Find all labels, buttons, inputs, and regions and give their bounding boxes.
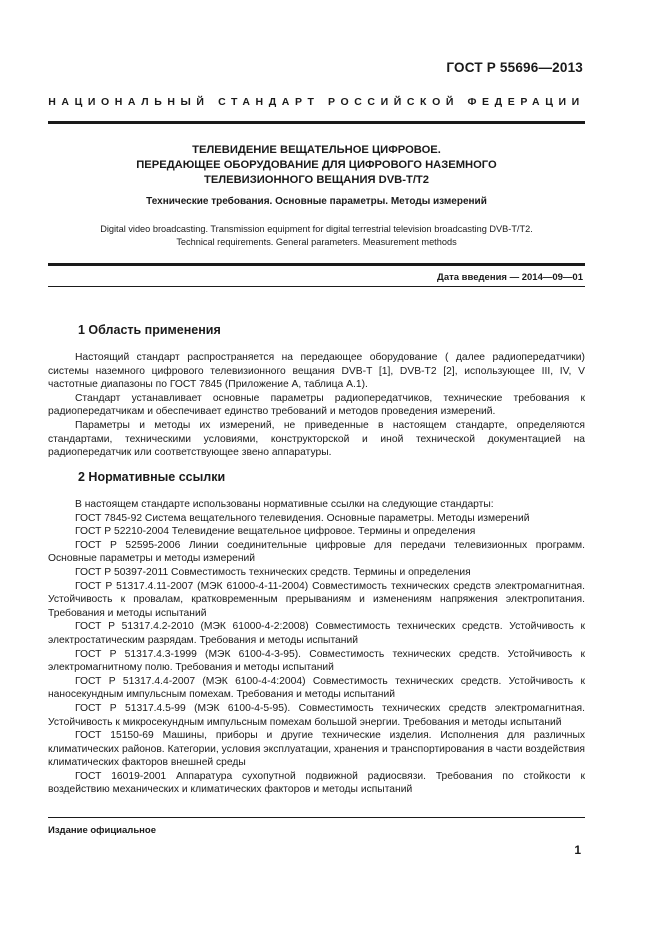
document-title — [48, 143, 585, 188]
english-title-line: Digital video broadcasting. Transmission equipment for digital terrestrial television broadcasting DVB-T/T2. — [100, 224, 533, 234]
footer-divider — [48, 817, 585, 818]
english-title-line: Technical requirements. General parameters. Measurement methods — [176, 237, 457, 247]
reference-item: ГОСТ Р 50397-2011 Совместимость технических средств. Термины и определения — [75, 566, 471, 578]
document-subtitle: Технические требования. Основные параметры. Методы измерений — [146, 196, 487, 207]
reference-item: ГОСТ Р 51317.4.5-99 (МЭК 6100-4-5-95). Совместимость технических средств электромагнитная. Устойчивость к микросекундным импульсным помехам большой энергии. Требования и методы испытаний — [48, 702, 585, 728]
date-divider — [48, 286, 585, 287]
reference-item: ГОСТ Р 51317.4.4-2007 (МЭК 6100-4-4:2004) Совместимость технических средств. Устойчивость к наносекундным импульсным помехам. Требования и методы испытаний — [48, 675, 585, 701]
header-divider — [48, 121, 585, 124]
national-standard-banner: НАЦИОНАЛЬНЫЙ СТАНДАРТ РОССИЙСКОЙ ФЕДЕРАЦИИ — [48, 96, 585, 108]
reference-item: ГОСТ Р 51317.4.11-2007 (МЭК 61000-4-11-2004) Совместимость технических средств электромагнитная. Устойчивость к провалам, кратковременным прерываниям и изменениям напряжения электропитания. Требования и методы испытаний — [48, 580, 585, 619]
section-heading-scope: 1 Область применения — [78, 323, 221, 337]
reference-item: ГОСТ 7845-92 Система вещательного телевидения. Основные параметры. Методы измерений — [75, 512, 530, 524]
standard-number: ГОСТ Р 55696—2013 — [446, 60, 583, 75]
paragraph: Настоящий стандарт распространяется на передающее оборудование ( далее радиопередатчики) системы наземного цифрового телевизионного вещания DVB-T [1], DVB-T2 [2], использующее III, IV, V частотные диапазоны по ГОСТ 7845 (Приложение А, таблица А.1). — [48, 352, 585, 391]
paragraph: Стандарт устанавливает основные параметры радиопередатчиков, технические требования к радиопередатчикам и обеспечивает единство требований и методов проведения измерений. — [48, 392, 585, 418]
section-heading-references: 2 Нормативные ссылки — [78, 470, 226, 484]
reference-item: ГОСТ 16019-2001 Аппаратура сухопутной подвижной радиосвязи. Требования по стойкости к воздействию механических и климатических факторов и методы испытаний — [48, 770, 585, 796]
english-title — [48, 223, 585, 249]
section-scope-body — [48, 351, 585, 460]
introduction-date: Дата введения — 2014—09—01 — [437, 272, 583, 283]
reference-item: ГОСТ Р 52210-2004 Телевидение вещательное цифровое. Термины и определения — [75, 526, 476, 538]
reference-item: ГОСТ Р 51317.4.3-1999 (МЭК 6100-4-3-95). Совместимость технических средств. Устойчивость к электромагнитному полю. Требования и методы испытаний — [48, 648, 585, 674]
paragraph: В настоящем стандарте использованы нормативные ссылки на следующие стандарты: — [75, 499, 494, 510]
title-line: ТЕЛЕВИЗИОННОГО ВЕЩАНИЯ DVB-T/T2 — [204, 174, 429, 186]
reference-item: ГОСТ Р 51317.4.2-2010 (МЭК 61000-4-2:2008) Совместимость технических средств. Устойчивость к электростатическим разрядам. Требования и методы испытаний — [48, 621, 585, 646]
reference-item: ГОСТ 15150-69 Машины, приборы и другие технические изделия. Исполнения для различных климатических районов. Категории, условия эксплуатации, хранения и транспортирования в части воздействия климатических факторов внешней среды — [48, 730, 585, 769]
official-edition-label: Издание официальное — [48, 825, 156, 836]
page-number: 1 — [574, 843, 581, 857]
reference-item: ГОСТ Р 52595-2006 Линии соединительные цифровые для передачи телевизионных программ. Основные параметры и методы измерений — [48, 539, 585, 565]
title-divider — [48, 263, 585, 266]
title-line: ПЕРЕДАЮЩЕЕ ОБОРУДОВАНИЕ ДЛЯ ЦИФРОВОГО НАЗЕМНОГО — [136, 159, 497, 171]
section-references-body — [48, 498, 585, 797]
title-line: ТЕЛЕВИДЕНИЕ ВЕЩАТЕЛЬНОЕ ЦИФРОВОЕ. — [192, 144, 441, 156]
paragraph: Параметры и методы их измерений, не приведенные в настоящем стандарте, определяются стандартами, техническими условиями, конструкторской и иной технической документацией на радиопередатчик или соответствующее звено аппаратуры. — [48, 419, 585, 459]
